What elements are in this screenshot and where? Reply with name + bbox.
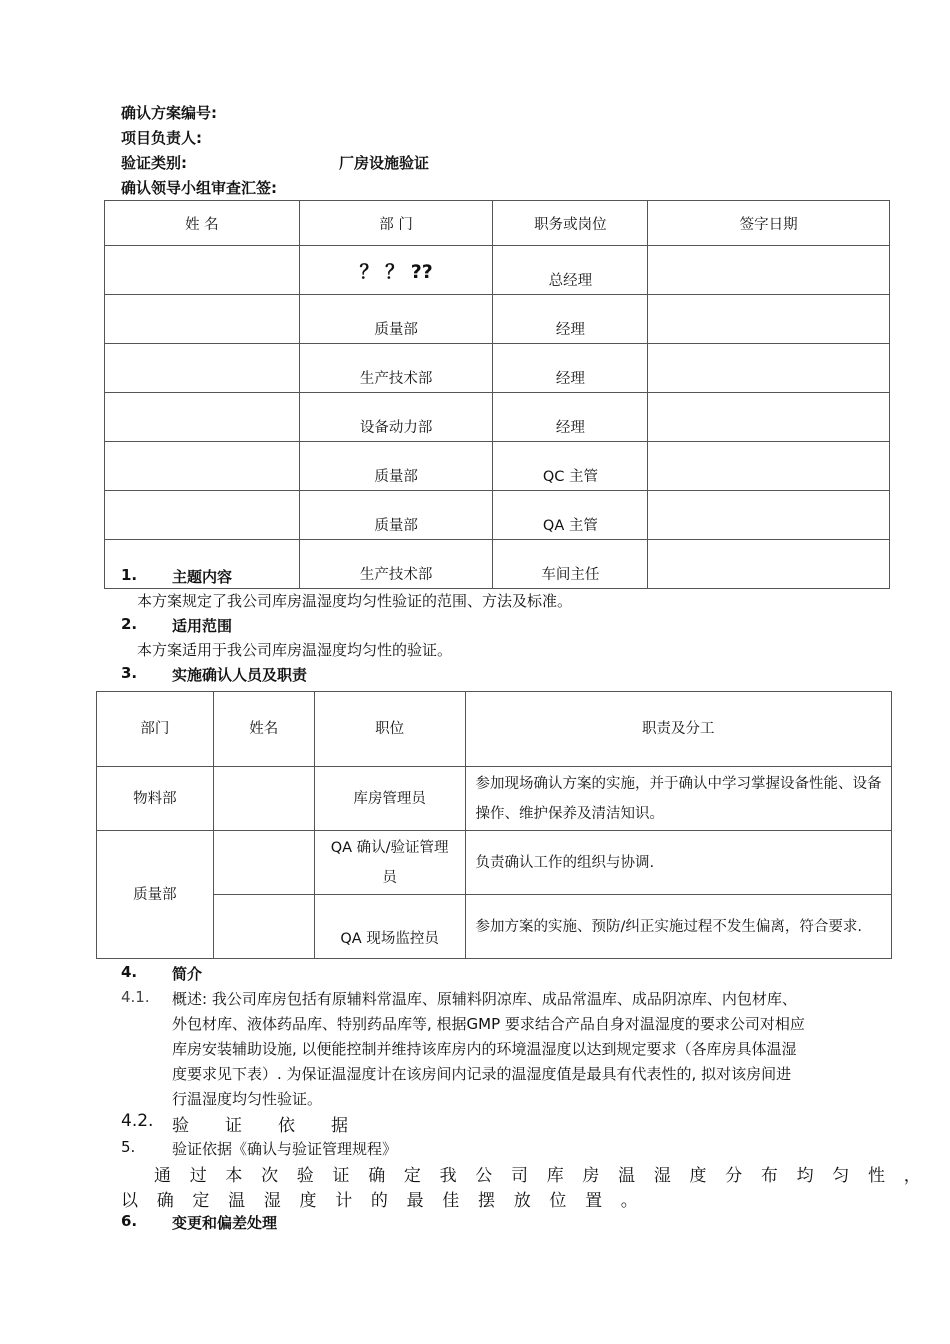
section-4-1-line: 库房安装辅助设施, 以便能控制并维持该库房内的环境温湿度以达到规定要求（各库房具体温湿 (172, 1040, 797, 1058)
duty-name-cell[interactable] (213, 767, 314, 831)
table-row (105, 393, 890, 442)
section-4-1-line: 度要求见下表）. 为保证温湿度计在该房间内记录的温湿度值是最具有代表性的, 拟对该房间进 (172, 1065, 792, 1083)
section-2-body: 本方案适用于我公司库房温湿度均匀性的验证。 (137, 641, 453, 659)
duty-header-name: 姓名 (213, 692, 314, 767)
sign-title-cell: 经理 (493, 344, 648, 393)
sign-dept-cell: 质量部 (299, 491, 493, 540)
sign-table-header (105, 201, 890, 246)
sign-name-cell[interactable] (105, 393, 300, 442)
section-2-title: 适用范围 (172, 617, 233, 635)
duty-name-cell[interactable] (213, 831, 314, 895)
sign-dept-cell: 质量部 (299, 295, 493, 344)
table-row (97, 831, 892, 895)
table-row (105, 491, 890, 540)
sign-name-cell[interactable] (105, 295, 300, 344)
sign-header-title: 职务或岗位 (493, 201, 648, 246)
section-5-line-2: 以确定温湿度计的最佳摆放位置。 (121, 1191, 657, 1211)
section-5-title: 验证依据《确认与验证管理规程》 (172, 1140, 398, 1158)
section-1-title: 主题内容 (172, 568, 233, 586)
table-row (97, 895, 892, 959)
section-4-number: 4. (121, 963, 138, 981)
sign-date-cell[interactable] (648, 491, 890, 540)
duty-table-header (97, 692, 892, 767)
sign-table (104, 200, 890, 589)
sign-date-cell[interactable] (648, 295, 890, 344)
sign-date-cell[interactable] (648, 540, 890, 589)
section-6-number: 6. (121, 1212, 138, 1230)
duty-description-cell: 参加方案的实施、预防/纠正实施过程不发生偏离，符合要求. (465, 895, 891, 959)
table-row (105, 344, 890, 393)
section-4-1-line: 行温湿度均匀性验证。 (172, 1090, 323, 1108)
duty-description-cell: 负责确认工作的组织与协调. (465, 831, 891, 895)
section-4-1-line: 概述: 我公司库房包括有原辅料常温库、原辅料阴凉库、成品常温库、成品阴凉库、内包材库、 (172, 990, 797, 1008)
sign-title-cell: 经理 (493, 295, 648, 344)
category-value: 厂房设施验证 (339, 154, 430, 172)
plan-no-label: 确认方案编号: (121, 104, 217, 122)
section-1-number: 1. (121, 566, 138, 584)
section-4-2-number: 4.2. (121, 1111, 154, 1131)
sign-title-cell: 经理 (493, 393, 648, 442)
section-4-title: 简介 (172, 965, 203, 983)
table-row (105, 295, 890, 344)
duty-description-cell: 参加现场确认方案的实施，并于确认中学习掌握设备性能、设备操作、维护保养及清洁知识。 (465, 767, 891, 831)
table-row (105, 442, 890, 491)
duty-position-cell: QA 现场监控员 (314, 895, 465, 959)
duty-header-dept: 部门 (97, 692, 214, 767)
duty-position-cell: QA 确认/验证管理员 (314, 831, 465, 895)
section-5-line-1: 通过本次验证确定我公司库房温湿度分布均匀性， (154, 1166, 940, 1186)
sign-title-cell: QA 主管 (493, 491, 648, 540)
sign-dept-cell: 设备动力部 (299, 393, 493, 442)
sign-header-dept: 部 门 (299, 201, 493, 246)
sign-title-cell: 总经理 (493, 246, 648, 295)
sign-date-cell[interactable] (648, 442, 890, 491)
section-5-number: 5. (121, 1138, 136, 1156)
section-3-number: 3. (121, 664, 138, 682)
sign-dept-cell: 生产技术部 (299, 540, 493, 589)
section-4-2-title: 验 证 依 据 (172, 1116, 364, 1136)
duty-dept-cell: 物料部 (97, 767, 214, 831)
category-label: 验证类别: (121, 154, 187, 172)
duty-dept-cell: 质量部 (97, 831, 214, 959)
section-4-1-number: 4.1. (121, 988, 150, 1006)
duty-header-duty: 职责及分工 (465, 692, 891, 767)
duty-position-cell: 库房管理员 (314, 767, 465, 831)
sign-dept-cell: 质量部 (299, 442, 493, 491)
sign-title-cell: QC 主管 (493, 442, 648, 491)
sign-header-name: 姓 名 (105, 201, 300, 246)
review-label: 确认领导小组审查汇签: (121, 179, 277, 197)
sign-name-cell[interactable] (105, 344, 300, 393)
sign-date-cell[interactable] (648, 393, 890, 442)
section-1-body: 本方案规定了我公司库房温湿度均匀性验证的范围、方法及标准。 (137, 592, 573, 610)
sign-title-cell: 车间主任 (493, 540, 648, 589)
sign-header-date: 签字日期 (648, 201, 890, 246)
sign-date-cell[interactable] (648, 344, 890, 393)
section-4-1-line: 外包材库、液体药品库、特别药品库等, 根据GMP 要求结合产品自身对温湿度的要求公司对相应 (172, 1015, 805, 1033)
section-3-title: 实施确认人员及职责 (172, 666, 308, 684)
duty-name-cell[interactable] (213, 895, 314, 959)
table-row (105, 246, 890, 295)
duty-table (96, 691, 892, 959)
duty-header-position: 职位 (314, 692, 465, 767)
sign-dept-cell: 生产技术部 (299, 344, 493, 393)
sign-date-cell[interactable] (648, 246, 890, 295)
owner-label: 项目负责人: (121, 129, 202, 147)
table-row (97, 767, 892, 831)
sign-name-cell[interactable] (105, 246, 300, 295)
section-6-title: 变更和偏差处理 (172, 1214, 278, 1232)
sign-dept-cell: ？ ？ ?? (299, 246, 493, 295)
sign-name-cell[interactable] (105, 491, 300, 540)
section-2-number: 2. (121, 615, 138, 633)
sign-name-cell[interactable] (105, 442, 300, 491)
